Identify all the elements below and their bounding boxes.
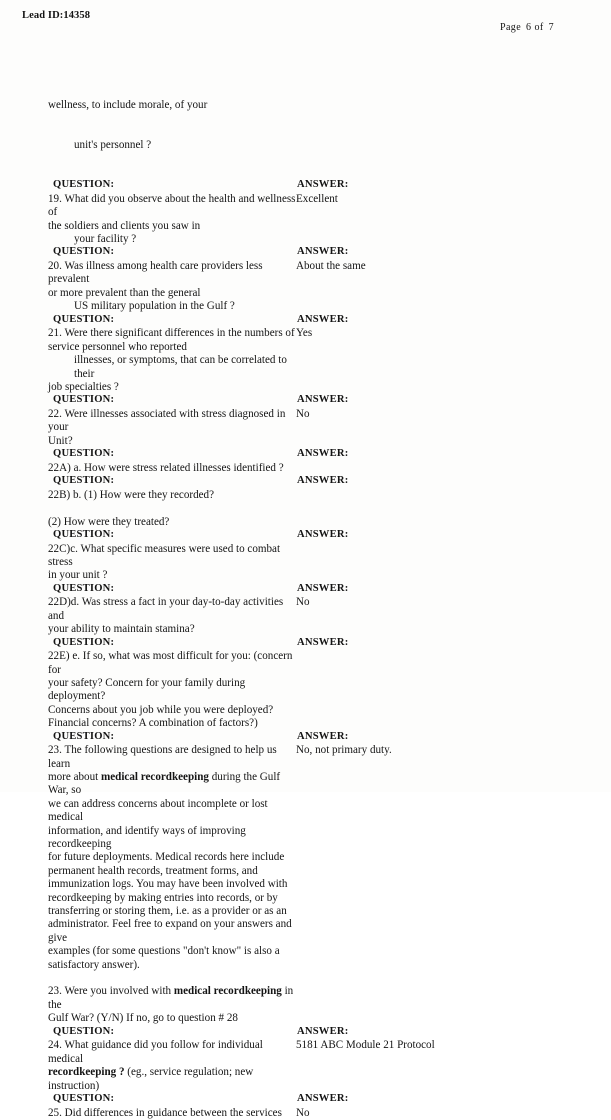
qa-content (48, 744, 568, 1026)
qa-label-bar (48, 179, 568, 193)
question-text (48, 408, 298, 448)
question-line: satisfactory answer). (48, 958, 140, 971)
answer-label: ANSWER: (297, 394, 349, 406)
question-line: transferring or storing them, i.e. as a provider or as an (48, 905, 287, 918)
question-label: QUESTION: (53, 246, 115, 258)
qa-content (48, 489, 568, 529)
qa-content (48, 327, 568, 394)
question-text (48, 596, 298, 636)
qa-label-bar (48, 1093, 568, 1107)
question-line: we can address concerns about incomplete or lost medical (48, 797, 268, 824)
question-line: more about medical recordkeeping during the Gulf War, so (48, 770, 281, 797)
question-label: QUESTION: (53, 448, 115, 460)
qa-row (48, 448, 568, 475)
question-line (48, 972, 298, 985)
qa-label-bar (48, 475, 568, 489)
question-text (48, 543, 298, 583)
carryover-line-2: unit's personnel ? (74, 139, 152, 152)
question-line: permanent health records, treatment forms, and (48, 864, 258, 877)
question-line: administrator. Feel free to expand on your answers and give (48, 918, 292, 944)
question-line: recordkeeping by making entries into records, or by (48, 891, 278, 904)
qa-row (48, 529, 568, 583)
qa-label-bar (48, 314, 568, 328)
question-line: 23. Were you involved with medical recordkeeping in the (48, 985, 294, 1011)
qa-row (48, 731, 568, 1026)
question-line (48, 502, 298, 515)
answer-label: ANSWER: (297, 730, 349, 742)
question-line: in your unit ? (48, 569, 108, 582)
qa-content (48, 1107, 568, 1120)
qa-row (48, 1093, 568, 1120)
question-line: (2) How were they treated? (48, 515, 170, 528)
question-line: for future deployments. Medical records here include (48, 851, 285, 864)
question-line: examples (for some questions "don't know" is also a (48, 945, 280, 958)
question-line: US military population in the Gulf ? (74, 300, 235, 313)
qa-content (48, 462, 568, 475)
question-label: QUESTION: (53, 179, 115, 191)
question-text (48, 462, 298, 475)
question-line: 23. The following questions are designed to help us learn (48, 744, 277, 770)
question-text (48, 327, 298, 394)
qa-row (48, 179, 568, 246)
answer-text: No, not primary duty. (296, 744, 392, 757)
question-text (48, 260, 298, 314)
lead-id-text: Lead ID:14358 (22, 10, 91, 21)
question-line: Unit? (48, 434, 73, 447)
qa-label-bar (48, 246, 568, 260)
carryover-question-text (48, 72, 568, 179)
answer-text: Excellent (296, 192, 338, 205)
question-line: your ability to maintain stamina? (48, 623, 195, 636)
question-line: Financial concerns? A combination of factors?) (48, 717, 258, 730)
question-line: 22A) a. How were stress related illnesses identified ? (48, 461, 284, 474)
question-line: or more prevalent than the general (48, 286, 201, 299)
qa-row (48, 394, 568, 448)
question-label: QUESTION: (53, 394, 115, 406)
answer-label: ANSWER: (297, 313, 349, 325)
answer-label: ANSWER: (297, 1092, 349, 1104)
qa-row (48, 637, 568, 731)
question-line: Concerns about you job while you were deployed? (48, 703, 274, 716)
answer-text: About the same (296, 260, 366, 273)
page-number (500, 22, 554, 33)
answer-text: No (296, 596, 310, 609)
answer-label: ANSWER: (297, 636, 349, 648)
qa-content (48, 650, 568, 730)
page-number-total: 7 (548, 22, 554, 33)
answer-label: ANSWER: (297, 246, 349, 258)
question-text (48, 1039, 298, 1093)
page-header (0, 10, 611, 40)
qa-row (48, 1026, 568, 1093)
qa-rows-container (48, 179, 568, 1120)
question-text (48, 1107, 298, 1120)
qa-label-bar (48, 394, 568, 408)
question-line: your safety? Concern for your family during deployment? (48, 676, 246, 703)
qa-content (48, 193, 568, 247)
question-line: 25. Did differences in guidance between the services (48, 1106, 282, 1119)
question-line: Gulf War? (Y/N) If no, go to question # 28 (48, 1012, 238, 1025)
question-line: the soldiers and clients you saw in (48, 219, 201, 232)
question-text (48, 489, 298, 529)
question-line: job specialties ? (48, 380, 119, 393)
question-line: 20. Was illness among health care providers less prevalent (48, 260, 263, 286)
answer-text: 5181 ABC Module 21 Protocol (296, 1039, 435, 1052)
qa-row (48, 475, 568, 529)
question-line: 21. Were there significant differences in the numbers of (48, 327, 295, 340)
qa-row (48, 246, 568, 313)
question-text (48, 744, 298, 1026)
qa-row (48, 583, 568, 637)
question-line: recordkeeping ? (eg., service regulation; new instruction) (48, 1066, 254, 1092)
answer-text: No (296, 407, 310, 420)
question-text (48, 193, 298, 247)
question-line: service personnel who reported (48, 340, 187, 353)
answer-label: ANSWER: (297, 1025, 349, 1037)
question-line: 22D)d. Was stress a fact in your day-to-day activities and (48, 596, 284, 622)
question-label: QUESTION: (53, 475, 115, 487)
page-number-label: Page (500, 22, 522, 33)
question-line: 22E) e. If so, what was most difficult for you: (concern for (48, 650, 293, 676)
question-line: immunization logs. You may have been involved with (48, 878, 288, 891)
question-line: your facility ? (74, 233, 137, 246)
question-label: QUESTION: (53, 730, 115, 742)
answer-label: ANSWER: (297, 582, 349, 594)
answer-label: ANSWER: (297, 448, 349, 460)
page-number-current: 6 (526, 22, 532, 33)
question-label: QUESTION: (53, 1025, 115, 1037)
questionnaire-body (48, 72, 568, 1120)
qa-label-bar (48, 529, 568, 543)
answer-label: ANSWER: (297, 528, 349, 540)
qa-content (48, 260, 568, 314)
question-line: 19. What did you observe about the health and wellness of (48, 192, 296, 219)
qa-label-bar (48, 637, 568, 651)
question-label: QUESTION: (53, 528, 115, 540)
question-line: 24. What guidance did you follow for individual medical (48, 1039, 263, 1065)
question-line: 22C)c. What specific measures were used to combat stress (48, 542, 281, 568)
question-text (48, 650, 298, 730)
question-label: QUESTION: (53, 582, 115, 594)
question-label: QUESTION: (53, 1092, 115, 1104)
question-line: 22B) b. (1) How were they recorded? (48, 488, 215, 501)
qa-content (48, 543, 568, 583)
carryover-line-1: wellness, to include morale, of your (48, 98, 208, 111)
qa-content (48, 596, 568, 636)
question-line: 22. Were illnesses associated with stress diagnosed in your (48, 407, 286, 434)
question-label: QUESTION: (53, 313, 115, 325)
answer-text: No (296, 1106, 310, 1119)
answer-text: Yes (296, 327, 313, 340)
page-number-of: of (534, 22, 544, 33)
qa-row (48, 314, 568, 395)
qa-label-bar (48, 583, 568, 597)
qa-label-bar (48, 1026, 568, 1040)
question-line: illnesses, or symptoms, that can be correlated to their (74, 354, 287, 380)
qa-content (48, 408, 568, 448)
answer-label: ANSWER: (297, 475, 349, 487)
qa-label-bar (48, 448, 568, 462)
answer-label: ANSWER: (297, 179, 349, 191)
question-label: QUESTION: (53, 636, 115, 648)
question-line: information, and identify ways of improving recordkeeping (48, 824, 246, 851)
qa-content (48, 1039, 568, 1093)
qa-label-bar (48, 731, 568, 745)
